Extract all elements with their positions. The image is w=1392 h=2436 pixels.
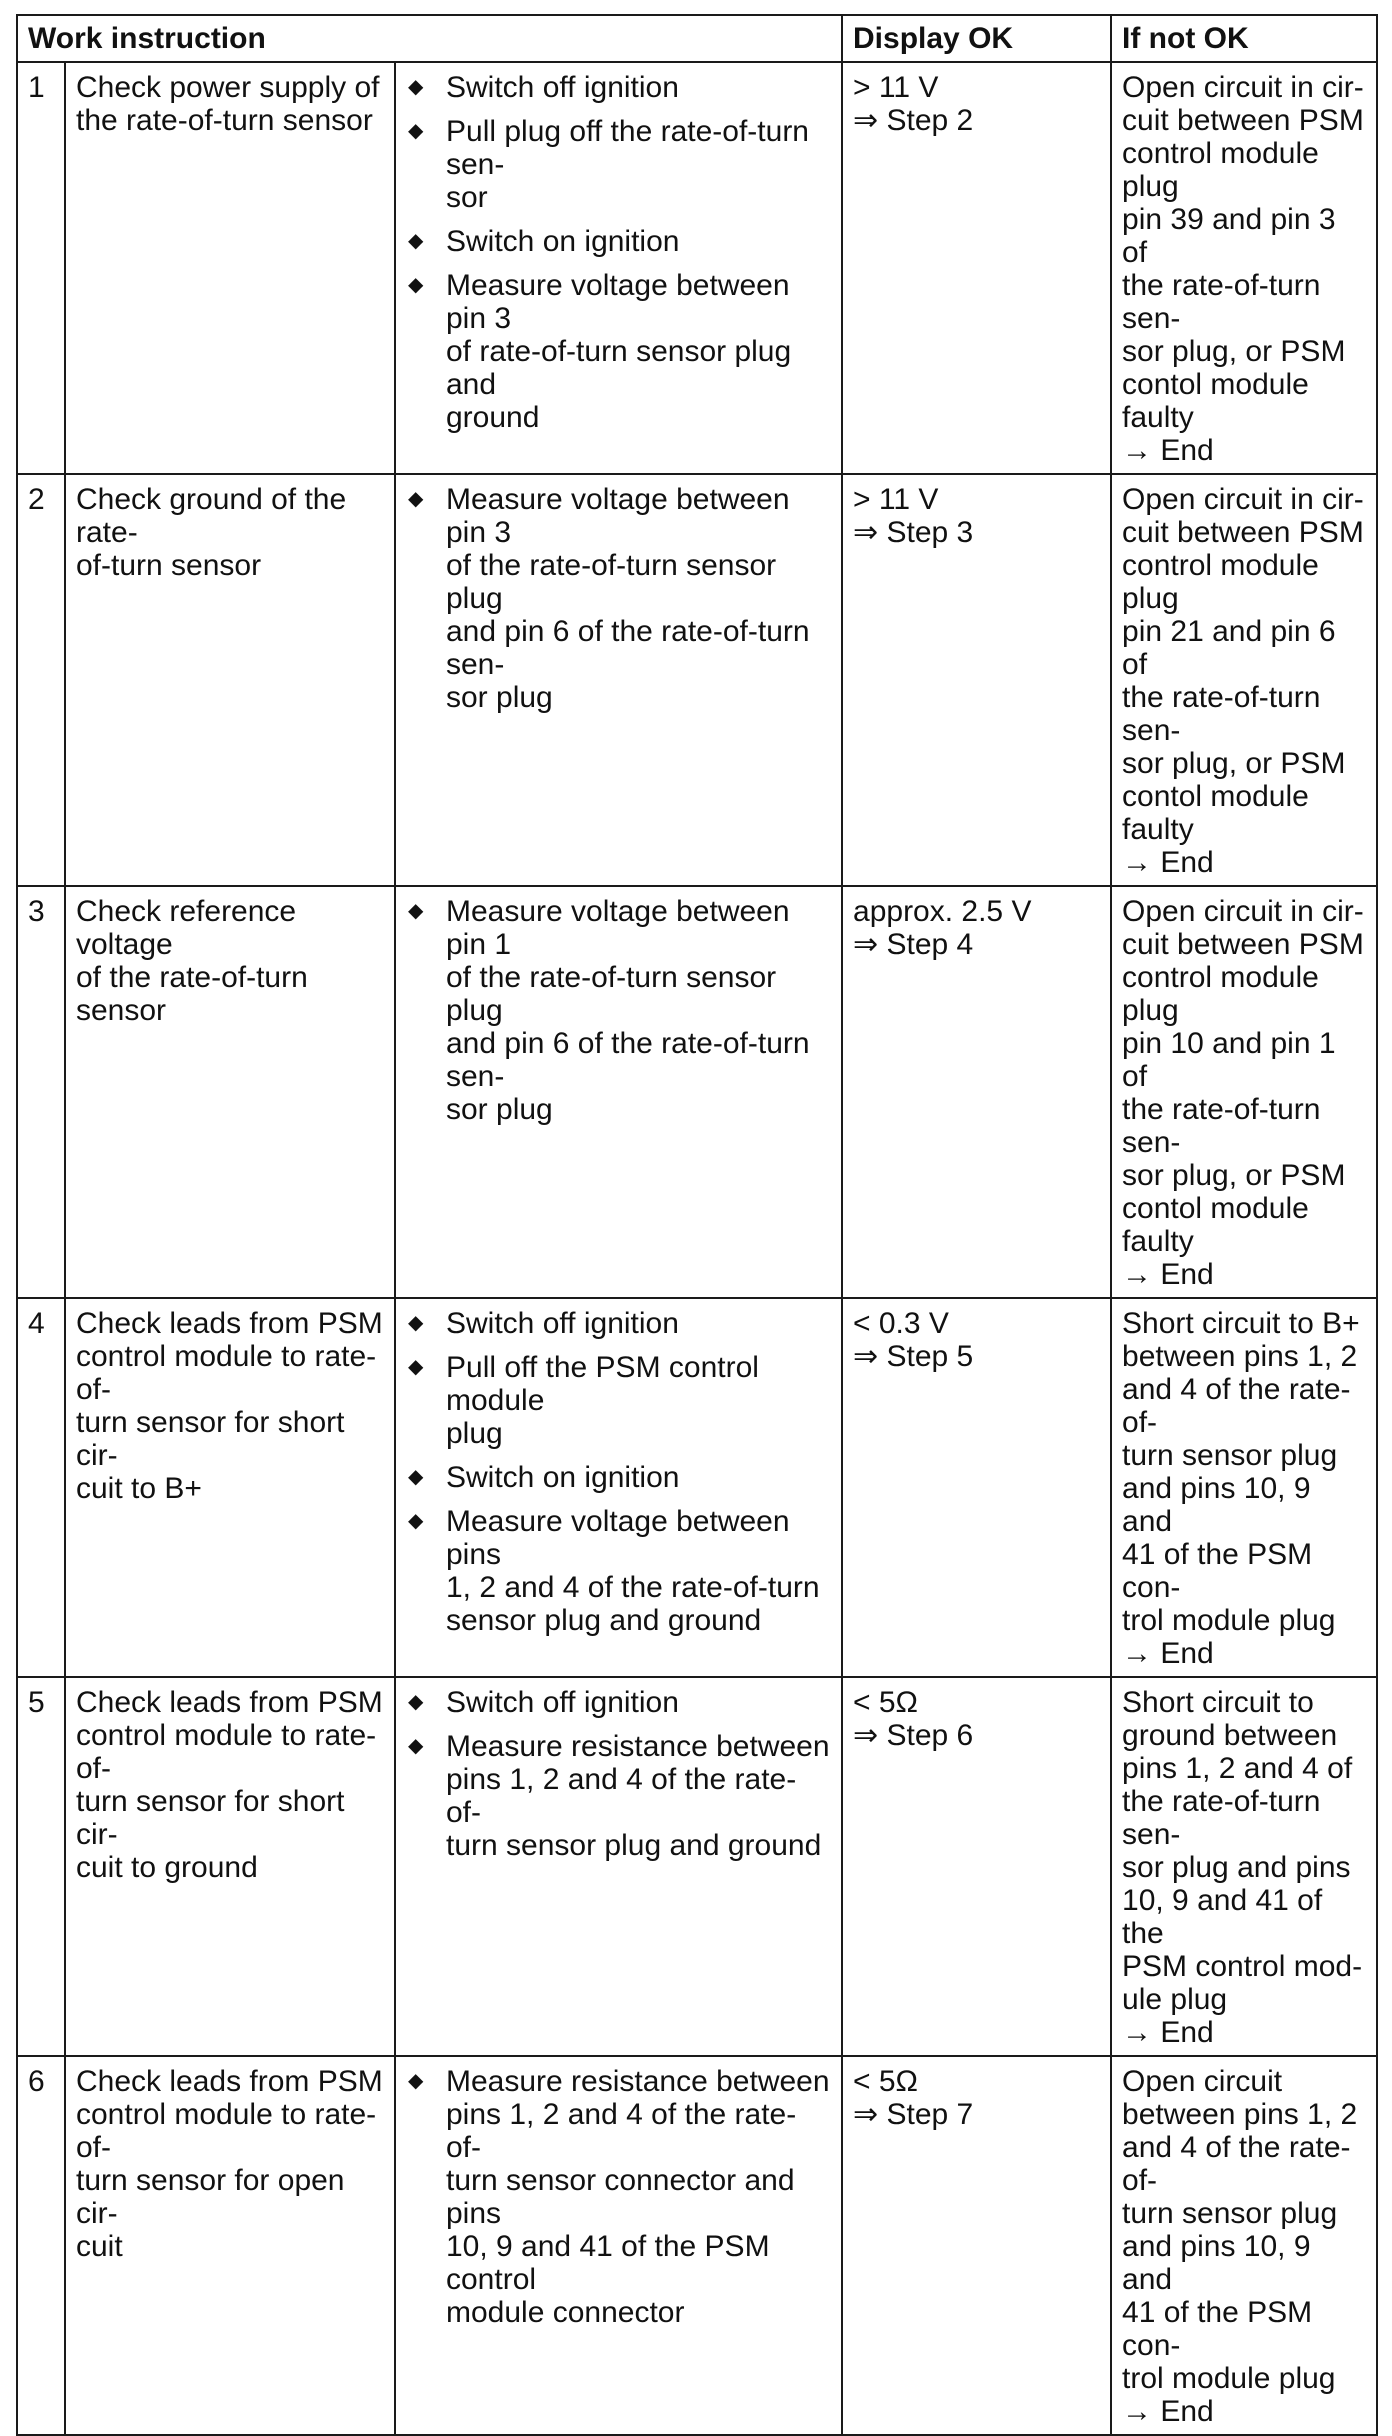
check-description: Check ground of the rate- of-turn sensor xyxy=(65,474,395,886)
if-not-ok-value: Open circuit in cir- cuit between PSM control module plug pin 21 and pin 6 of the rate-of-turn sen- sor plug, or PSM contol module faulty → End xyxy=(1111,474,1377,886)
if-not-ok-value: Open circuit between pins 1, 2 and 4 of the rate-of- turn sensor plug and pins 10, 9 and 41 of the PSM con- trol module plug → End xyxy=(1111,2056,1377,2435)
diamond-bullet-icon: ◆ xyxy=(408,2070,424,2092)
check-description: Check leads from PSM control module to rate-of- turn sensor for short cir- cuit to ground xyxy=(65,1677,395,2056)
action-list xyxy=(406,2065,831,2329)
action-item xyxy=(406,895,831,1126)
action-list-cell xyxy=(395,62,842,474)
display-ok-value: < 5Ω ⇒ Step 6 xyxy=(842,1677,1111,2056)
header-if-not-ok: If not OK xyxy=(1111,15,1377,62)
action-text: Switch on ignition xyxy=(446,1461,680,1494)
action-list-cell xyxy=(395,1677,842,2056)
diamond-bullet-icon: ◆ xyxy=(408,1691,424,1713)
action-text: Switch off ignition xyxy=(446,1686,679,1719)
display-ok-value: < 5Ω ⇒ Step 7 xyxy=(842,2056,1111,2435)
table-row xyxy=(17,62,1377,474)
action-list xyxy=(406,1307,831,1637)
action-text: Measure voltage between pin 3 of the rate-of-turn sensor plug and pin 6 of the rate-of-turn sen- sor plug xyxy=(446,483,810,714)
diamond-bullet-icon: ◆ xyxy=(408,1510,424,1532)
action-list-cell xyxy=(395,474,842,886)
if-not-ok-value: Short circuit to ground between pins 1, 2 and 4 of the rate-of-turn sen- sor plug and pins 10, 9 and 41 of the PSM control mod- ule plug → End xyxy=(1111,1677,1377,2056)
action-item xyxy=(406,1505,831,1637)
action-text: Measure voltage between pins 1, 2 and 4 of the rate-of-turn sensor plug and ground xyxy=(446,1505,820,1637)
action-text: Switch off ignition xyxy=(446,71,679,104)
action-item xyxy=(406,1461,831,1494)
diamond-bullet-icon: ◆ xyxy=(408,120,424,142)
display-ok-value: approx. 2.5 V ⇒ Step 4 xyxy=(842,886,1111,1298)
table-row xyxy=(17,1298,1377,1677)
action-item xyxy=(406,225,831,258)
display-ok-value: > 11 V ⇒ Step 3 xyxy=(842,474,1111,886)
table-body xyxy=(17,62,1377,2435)
action-item xyxy=(406,2065,831,2329)
action-text: Measure voltage between pin 1 of the rate-of-turn sensor plug and pin 6 of the rate-of-turn sen- sor plug xyxy=(446,895,810,1126)
header-display-ok: Display OK xyxy=(842,15,1111,62)
diamond-bullet-icon: ◆ xyxy=(408,76,424,98)
action-text: Switch on ignition xyxy=(446,225,680,258)
action-item xyxy=(406,1307,831,1340)
action-item xyxy=(406,1730,831,1862)
check-description: Check leads from PSM control module to rate-of- turn sensor for open cir- cuit xyxy=(65,2056,395,2435)
diamond-bullet-icon: ◆ xyxy=(408,488,424,510)
action-item xyxy=(406,115,831,214)
action-item xyxy=(406,1351,831,1450)
action-list xyxy=(406,71,831,434)
table-row xyxy=(17,474,1377,886)
action-text: Pull plug off the rate-of-turn sen- sor xyxy=(446,115,809,214)
step-number: 4 xyxy=(17,1298,65,1677)
diamond-bullet-icon: ◆ xyxy=(408,1312,424,1334)
header-work-instruction: Work instruction xyxy=(17,15,842,62)
action-list-cell xyxy=(395,886,842,1298)
step-number: 2 xyxy=(17,474,65,886)
if-not-ok-value: Open circuit in cir- cuit between PSM control module plug pin 39 and pin 3 of the rate-of-turn sen- sor plug, or PSM contol module faulty → End xyxy=(1111,62,1377,474)
table-row xyxy=(17,2056,1377,2435)
action-item xyxy=(406,269,831,434)
table-header-row xyxy=(17,15,1377,62)
table-row xyxy=(17,886,1377,1298)
action-text: Measure resistance between pins 1, 2 and 4 of the rate-of- turn sensor connector and pins 10, 9 and 41 of the PSM control module connector xyxy=(446,2065,830,2329)
table-row xyxy=(17,1677,1377,2056)
diamond-bullet-icon: ◆ xyxy=(408,1735,424,1757)
action-list-cell xyxy=(395,2056,842,2435)
diamond-bullet-icon: ◆ xyxy=(408,900,424,922)
work-instruction-table xyxy=(16,14,1378,2436)
check-description: Check power supply of the rate-of-turn sensor xyxy=(65,62,395,474)
action-item xyxy=(406,483,831,714)
step-number: 3 xyxy=(17,886,65,1298)
if-not-ok-value: Short circuit to B+ between pins 1, 2 and 4 of the rate-of- turn sensor plug and pins 10, 9 and 41 of the PSM con- trol module plug → End xyxy=(1111,1298,1377,1677)
action-list xyxy=(406,895,831,1126)
action-text: Measure resistance between pins 1, 2 and 4 of the rate-of- turn sensor plug and ground xyxy=(446,1730,830,1862)
display-ok-value: > 11 V ⇒ Step 2 xyxy=(842,62,1111,474)
action-list xyxy=(406,483,831,714)
action-text: Measure voltage between pin 3 of rate-of-turn sensor plug and ground xyxy=(446,269,792,434)
display-ok-value: < 0.3 V ⇒ Step 5 xyxy=(842,1298,1111,1677)
diamond-bullet-icon: ◆ xyxy=(408,274,424,296)
step-number: 6 xyxy=(17,2056,65,2435)
action-list xyxy=(406,1686,831,1862)
step-number: 5 xyxy=(17,1677,65,2056)
action-text: Switch off ignition xyxy=(446,1307,679,1340)
action-item xyxy=(406,1686,831,1719)
action-list-cell xyxy=(395,1298,842,1677)
diamond-bullet-icon: ◆ xyxy=(408,1356,424,1378)
step-number: 1 xyxy=(17,62,65,474)
work-instruction-sheet xyxy=(16,14,1376,2436)
check-description: Check reference voltage of the rate-of-turn sensor xyxy=(65,886,395,1298)
diamond-bullet-icon: ◆ xyxy=(408,230,424,252)
diamond-bullet-icon: ◆ xyxy=(408,1466,424,1488)
action-item xyxy=(406,71,831,104)
check-description: Check leads from PSM control module to rate-of- turn sensor for short cir- cuit to B+ xyxy=(65,1298,395,1677)
if-not-ok-value: Open circuit in cir- cuit between PSM control module plug pin 10 and pin 1 of the rate-of-turn sen- sor plug, or PSM contol module faulty → End xyxy=(1111,886,1377,1298)
action-text: Pull off the PSM control module plug xyxy=(446,1351,759,1450)
